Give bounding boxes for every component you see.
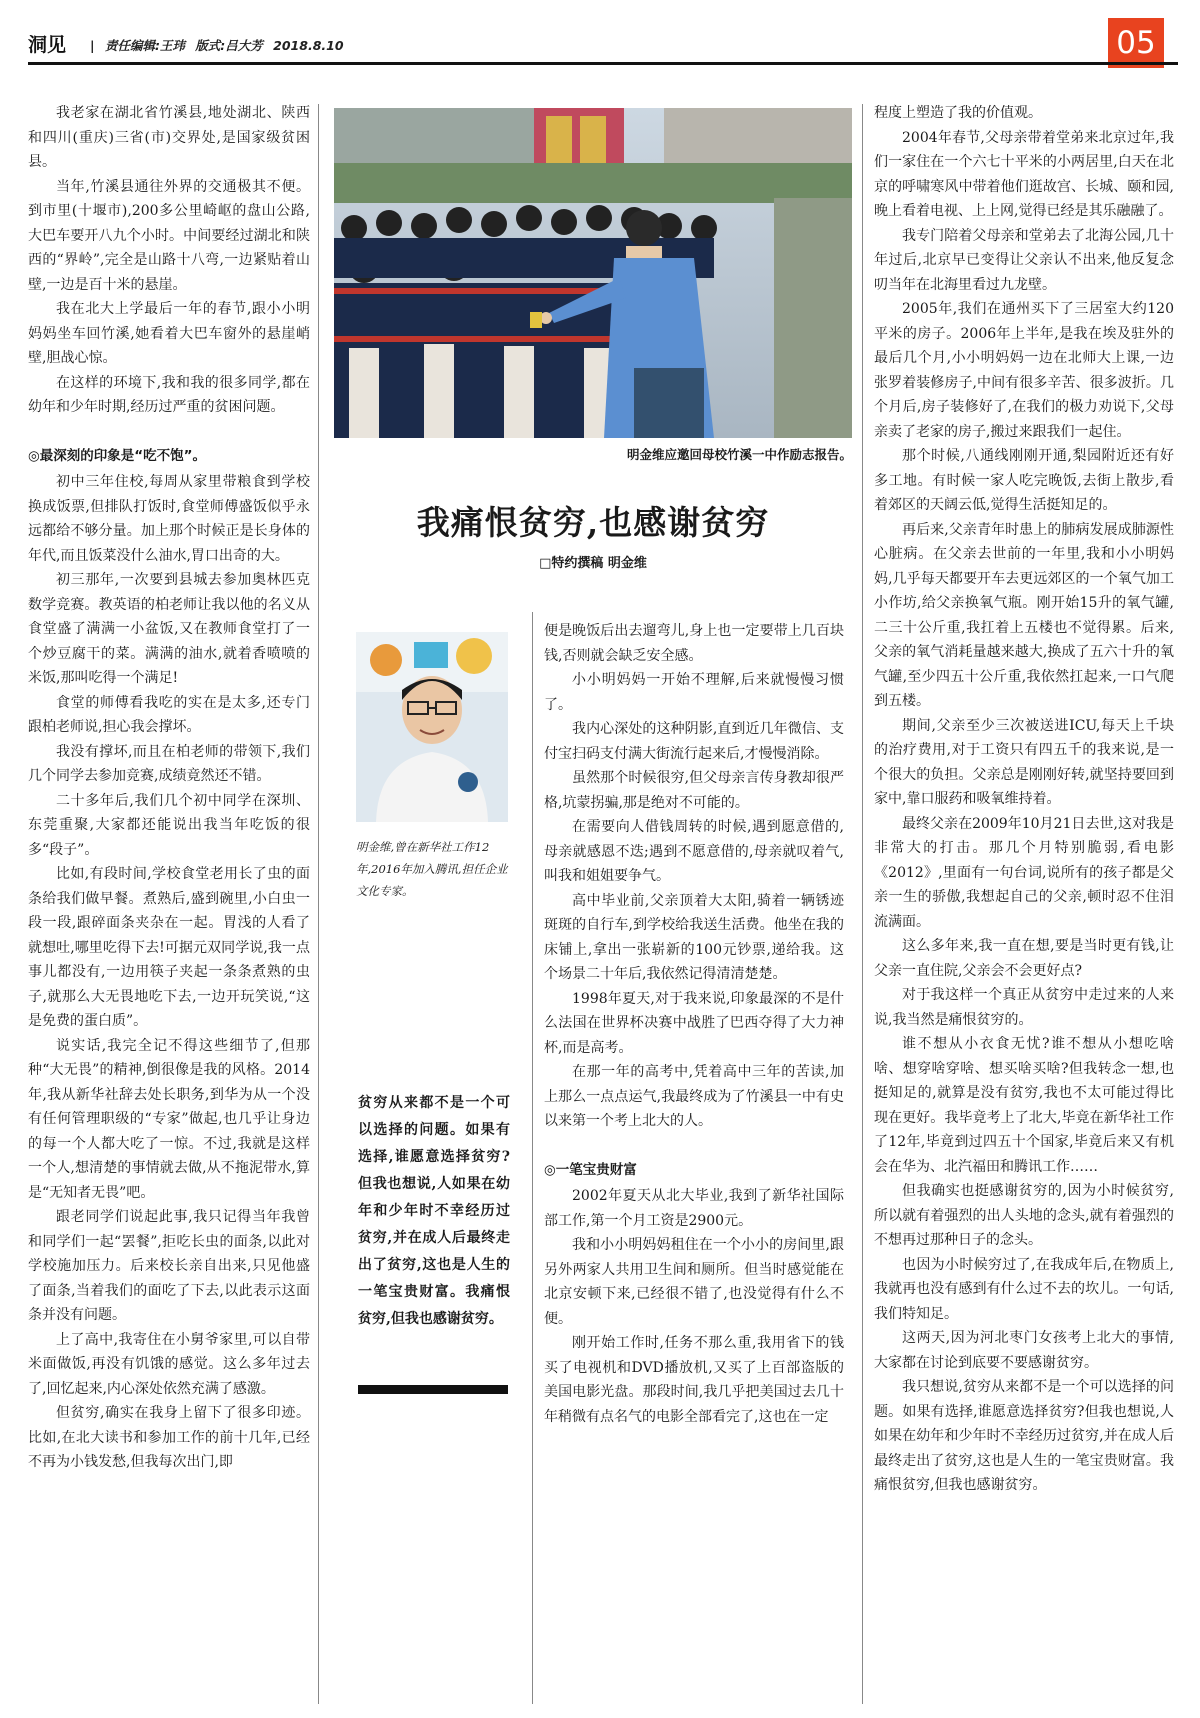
paragraph: 在那一年的高考中,凭着高中三年的苦读,加上那么一点点运气,我最终成为了竹溪县一中有史以来第一个考上北大的人。 <box>544 1064 844 1129</box>
paragraph: 对于我这样一个真正从贫穷中走过来的人来说,我当然是痛恨贫穷的。 <box>874 987 1174 1028</box>
article-title: 我痛恨贫穷,也感谢贫穷 <box>416 503 770 542</box>
paragraph: 这么多年来,我一直在想,要是当时更有钱,让父亲一直住院,父亲会不会更好点? <box>874 938 1174 979</box>
paragraph: 我老家在湖北省竹溪县,地处湖北、陕西和四川(重庆)三省(市)交界处,是国家级贫困县。 <box>28 105 310 170</box>
paragraph: 这两天,因为河北枣门女孩考上北大的事情,大家都在讨论到底要不要感谢贫穷。 <box>874 1330 1174 1371</box>
column-2 <box>544 619 844 1429</box>
paragraph: 也因为小时候穷过了,在我成年后,在物质上,我就再也没有感到有什么过不去的坎儿。一句话,我们特知足。 <box>874 1256 1174 1322</box>
paragraph: 我专门陪着父母亲和堂弟去了北海公园,几十年过后,北京早已变得让父亲认不出来,他反复念叨当年在北海里看过九龙壁。 <box>874 227 1174 293</box>
pull-quote-bar <box>358 1385 508 1394</box>
column-divider-left <box>318 104 319 1704</box>
column-3 <box>874 101 1174 1498</box>
paragraph: 但贫穷,确实在我身上留下了很多印迹。比如,在北大读书和参加工作的前十几年,已经不再为小钱发愁,但我每次出门,即 <box>28 1405 310 1470</box>
paragraph: 二十多年后,我们几个初中同学在深圳、东莞重聚,大家都还能说出我当年吃饭的很多“段子”。 <box>28 792 310 858</box>
paragraph: 初中三年住校,每周从家里带粮食到学校换成饭票,但排队打饭时,食堂师傅盛饭似乎永远都给不够分量。加上那个时候正是长身体的年代,而且饭菜没什么油水,胃口出奇的大。 <box>28 474 310 564</box>
paragraph: 便是晚饭后出去遛弯儿,身上也一定要带上几百块钱,否则就会缺乏安全感。 <box>544 623 844 664</box>
header-meta <box>90 36 350 54</box>
editor-credit: 责任编辑:王玮 <box>104 38 185 53</box>
paragraph: 我和小小明妈妈租住在一个小小的房间里,跟另外两家人共用卫生间和厕所。但当时感觉能在北京安顿下来,已经很不错了,也没觉得有什么不便。 <box>544 1237 844 1327</box>
paragraph: 说实话,我完全记不得这些细节了,但那种“大无畏”的精神,倒很像是我的风格。2014年,我从新华社辞去处长职务,到华为从一个没有任何管理职级的“专家”做起,也几乎让身边的每一个人都大吃了一惊。不过,我就是这样一个人,想清楚的事情就去做,从不拖泥带水,算是“无知者无畏”吧。 <box>28 1037 310 1201</box>
main-photo <box>334 108 852 438</box>
pull-quote: 贫穷从来都不是一个可以选择的问题。如果有选择,谁愿意选择贫穷?但我也想说,人如果在幼年和少年时不幸经历过贫穷,并在成人后最终走出了贫穷,这也是人生的一笔宝贵财富。我痛恨贫穷,但我也感谢贫穷。 <box>358 1095 510 1327</box>
paragraph: 2002年夏天从北大毕业,我到了新华社国际部工作,第一个月工资是2900元。 <box>544 1188 844 1229</box>
page-number-badge: 05 <box>1108 18 1164 68</box>
paragraph: 我没有撑坏,而且在柏老师的带领下,我们几个同学去参加竞赛,成绩竟然还不错。 <box>28 743 310 784</box>
column-divider-middle <box>532 612 533 1704</box>
paragraph: 谁不想从小衣食无忧?谁不想从小想吃啥啥、想穿啥穿啥、想买啥买啥?但我转念一想,也挺知足的,就算是没有贫穷,我也不太可能过得比现在更好。我毕竟考上了北大,毕竟在新华社工作了12年,毕竟到过四五十个国家,毕竟后来又有机会在华为、北汽福田和腾讯工作…… <box>874 1036 1174 1175</box>
column-divider-right <box>862 104 863 1704</box>
paragraph: 初三那年,一次要到县城去参加奥林匹克数学竞赛。教英语的柏老师让我以他的名义从食堂盛了满满一小盆饭,又在教师食堂打了一个炒豆腐干的菜。满满的油水,就着香喷喷的米饭,那叫吃得一个满足! <box>28 572 310 686</box>
paragraph: 2005年,我们在通州买下了三居室大约120平米的房子。2006年上半年,是我在埃及驻外的最后几个月,小小明妈妈一边在北师大上课,一边张罗着装修房子,中间有很多辛苦、很多波折。几个月后,房子装修好了,在我们的极力劝说下,父母亲卖了老家的房子,搬过来跟我们一起住。 <box>874 301 1174 440</box>
header-rule <box>28 62 1178 65</box>
paragraph: 再后来,父亲青年时患上的肺病发展成肺源性心脏病。在父亲去世前的一年里,我和小小明妈妈,几乎每天都要开车去更远郊区的一个氧气加工小作坊,给父亲换氧气瓶。刚开始15升的氧气罐,二三十公斤重,我扛着上五楼也不觉得累。后来,父亲的氧气消耗量越来越大,换成了五六十升的氧气罐,至少四五十公斤重,我依然扛起来,一口气爬到五楼。 <box>874 521 1174 709</box>
paragraph: 在这样的环境下,我和我的很多同学,都在幼年和少年时期,经历过严重的贫困问题。 <box>28 374 310 415</box>
paragraph: 跟老同学们说起此事,我只记得当年我曾和同学们一起“罢餐”,拒吃长虫的面条,以此对学校施加压力。后来校长亲自出来,只见他盛了面条,当着我们的面吃了下去,以此表示这面条并没有问题。 <box>28 1209 310 1323</box>
layout-credit: 版式:吕大芳 <box>195 38 263 53</box>
paragraph: 比如,有段时间,学校食堂老用长了虫的面条给我们做早餐。煮熟后,盛到碗里,小白虫一段一段,跟碎面条夹杂在一起。胃浅的人看了就想吐,哪里吃得下去!可据元双同学说,我一点事儿都没有,一边用筷子夹起一条条煮熟的虫子,就那么大无畏地吃下去,一边开玩笑说,“这是免费的蛋白质”。 <box>28 866 310 1029</box>
paragraph: 我内心深处的这种阴影,直到近几年微信、支付宝扫码支付满大街流行起来后,才慢慢消除。 <box>544 721 844 762</box>
paragraph: 高中毕业前,父亲顶着大太阳,骑着一辆锈迹斑斑的自行车,到学校给我送生活费。他坐在我的床铺上,拿出一张崭新的100元钞票,递给我。这个场景二十年后,我依然记得清清楚楚。 <box>544 892 844 982</box>
paragraph: 虽然那个时候很穷,但父母亲言传身教却很严格,坑蒙拐骗,那是绝对不可能的。 <box>544 770 844 811</box>
paragraph: 食堂的师傅看我吃的实在是太多,还专门跟柏老师说,担心我会撑坏。 <box>28 694 310 735</box>
col2-section1 <box>544 619 844 1134</box>
col2-section2 <box>544 1184 844 1429</box>
paragraph: 2004年春节,父母亲带着堂弟来北京过年,我们一家住在一个六七十平米的小两居里,白天在北京的呼啸寒风中带着他们逛故宫、长城、颐和园,晚上看着电视、上上网,觉得已经是其乐融融了。 <box>874 129 1174 219</box>
col1-section1 <box>28 470 310 1475</box>
paragraph: 1998年夏天,对于我来说,印象最深的不是什么法国在世界杯决赛中战胜了巴西夺得了大力神杯,而是高考。 <box>544 990 844 1056</box>
article-byline: □特约撰稿 明金维 <box>539 556 647 571</box>
section-heading-2: ◎一笔宝贵财富 <box>544 1161 637 1178</box>
paragraph: 上了高中,我寄住在小舅爷家里,可以自带米面做饭,再没有饥饿的感觉。这么多年过去了,回忆起来,内心深处依然充满了感激。 <box>28 1331 310 1397</box>
paragraph: 最终父亲在2009年10月21日去世,这对我是非常大的打击。那几个月特别脆弱,看电影《2012》,里面有一句台词,说所有的孩子都是父亲一生的骄傲,我想起自己的父亲,顿时忍不住泪流满面。 <box>874 815 1174 930</box>
paragraph: 当年,竹溪县通往外界的交通极其不便。到市里(十堰市),200多公里崎岖的盘山公路,大巴车要开八九个小时。中间要经过湖北和陕西的“界岭”,完全是山路十八弯,一边紧贴着山壁,一边是百十米的悬崖。 <box>28 178 310 293</box>
author-caption: 明金维,曾在新华社工作12年,2016年加入腾讯,担任企业文化专家。 <box>356 840 508 898</box>
header-divider: | <box>90 38 95 53</box>
section-name: 洞见 <box>28 34 67 56</box>
paragraph: 程度上塑造了我的价值观。 <box>874 105 1042 121</box>
paragraph: 期间,父亲至少三次被送进ICU,每天上千块的治疗费用,对于工资只有四五千的我来说,是一个很大的负担。父亲总是刚刚好转,就坚持要回到家中,靠口服药和吸氧维持着。 <box>874 717 1174 807</box>
paragraph: 但我确实也挺感谢贫穷的,因为小时候贫穷,所以就有着强烈的出人头地的念头,就有着强烈的不想再过那种日子的念头。 <box>874 1183 1174 1248</box>
paragraph: 在需要向人借钱周转的时候,遇到愿意借的,母亲就感恩不迭;遇到不愿意借的,母亲就叹着气,叫我和姐姐要争气。 <box>544 819 844 884</box>
page-header <box>28 26 1178 62</box>
col1-intro <box>28 101 310 420</box>
paragraph: 刚开始工作时,任务不那么重,我用省下的钱买了电视机和DVD播放机,又买了上百部盗版的美国电影光盘。那段时间,我几乎把美国过去几十年稍微有点名气的电影全部看完了,这也在一定 <box>544 1335 844 1425</box>
paragraph: 那个时候,八通线刚刚开通,梨园附近还有好多工地。有时候一家人吃完晚饭,去街上散步,看着郊区的天阔云低,觉得生活挺知足的。 <box>874 448 1174 513</box>
paragraph: 我只想说,贫穷从来都不是一个可以选择的问题。如果有选择,谁愿意选择贫穷?但我也想说,人如果在幼年和少年时不幸经历过贫穷,并在成人后最终走出了贫穷,这也是人生的一笔宝贵财富。我痛恨贫穷,但我也感谢贫穷。 <box>874 1379 1174 1493</box>
paragraph: 小小明妈妈一开始不理解,后来就慢慢习惯了。 <box>544 672 844 713</box>
paragraph: 我在北大上学最后一年的春节,跟小小明妈妈坐车回竹溪,她看着大巴车窗外的悬崖峭壁,胆战心惊。 <box>28 301 310 366</box>
author-portrait <box>356 632 508 822</box>
column-1 <box>28 101 310 1475</box>
section-heading-1: ◎最深刻的印象是“吃不饱”。 <box>28 447 207 464</box>
photo-caption: 明金维应邀回母校竹溪一中作励志报告。 <box>626 447 852 462</box>
issue-date: 2018.8.10 <box>273 38 344 53</box>
